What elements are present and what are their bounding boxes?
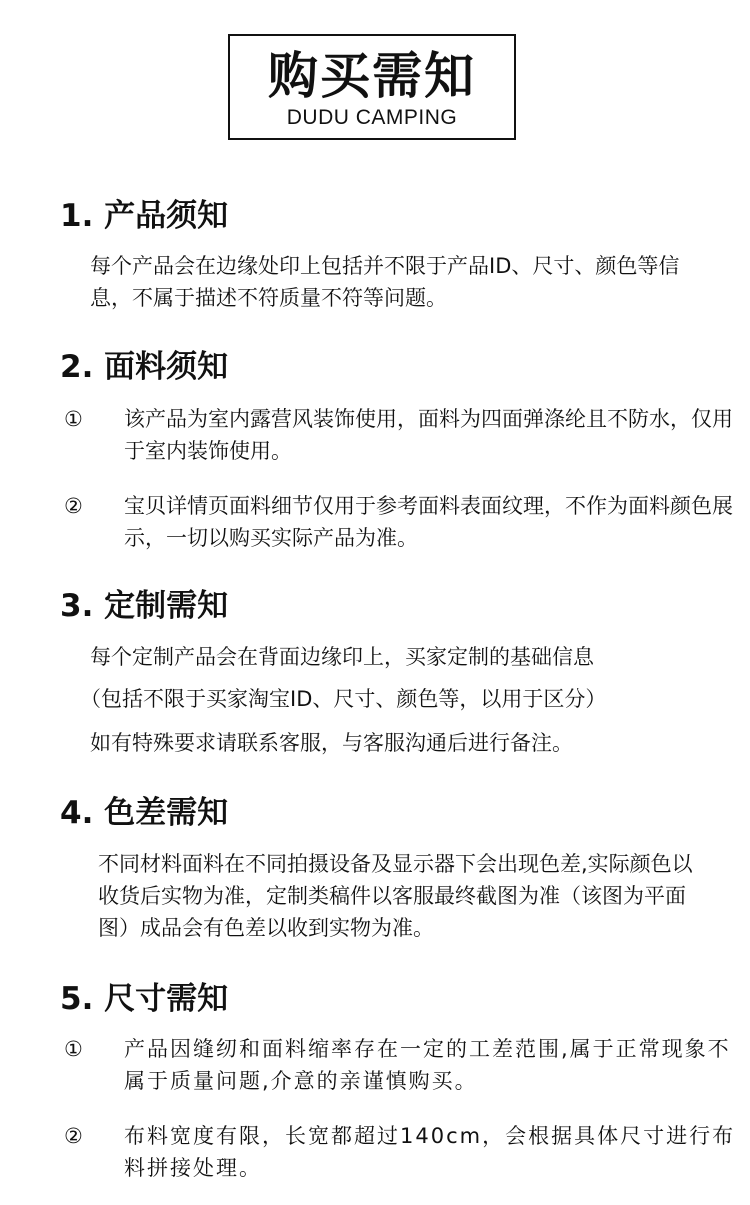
custom-notice-line-3: 如有特殊要求请联系客服，与客服沟通后进行备注。	[90, 731, 573, 755]
section-heading-color: 4. 色差需知	[60, 795, 229, 831]
section-heading-product: 1. 产品须知	[60, 198, 229, 234]
item-marker: ②	[64, 1124, 85, 1148]
size-notice-item-2	[64, 1120, 740, 1184]
title-box	[228, 34, 516, 140]
section-heading-custom: 3. 定制需知	[60, 588, 229, 624]
section-heading-fabric: 2. 面料须知	[60, 349, 229, 385]
brand-subtitle: DUDU CAMPING	[286, 106, 458, 129]
item-marker: ②	[64, 494, 83, 518]
fabric-notice-item-1	[64, 403, 734, 467]
size-notice-item-1-text: 产品因缝纫和面料缩率存在一定的工差范围,属于正常现象不属于质量问题,介意的亲谨慎购买。	[124, 1037, 731, 1093]
custom-notice-line-1: 每个定制产品会在背面边缘印上，买家定制的基础信息	[90, 645, 594, 669]
product-notice-text: 每个产品会在边缘处印上包括并不限于产品ID、尺寸、颜色等信息，不属于描述不符质量不符等问题。	[90, 254, 680, 310]
item-marker: ①	[64, 1037, 85, 1061]
item-marker: ①	[64, 407, 83, 431]
page-title: 购买需知	[268, 47, 476, 105]
size-notice-item-1	[64, 1033, 740, 1097]
fabric-notice-item-2	[64, 490, 734, 554]
section-heading-size: 5. 尺寸需知	[60, 981, 229, 1017]
fabric-notice-item-2-text: 宝贝详情页面料细节仅用于参考面料表面纹理，不作为面料颜色展示，一切以购买实际产品为准。	[124, 494, 733, 550]
custom-notice-line-2: （包括不限于买家淘宝ID、尺寸、颜色等，以用于区分）	[80, 687, 607, 711]
fabric-notice-item-1-text: 该产品为室内露营风装饰使用，面料为四面弹涤纶且不防水，仅用于室内装饰使用。	[124, 407, 733, 463]
size-notice-item-2-text: 布料宽度有限，长宽都超过140cm，会根据具体尺寸进行布料拼接处理。	[124, 1124, 736, 1180]
color-notice-text: 不同材料面料在不同拍摄设备及显示器下会出现色差,实际颜色以收货后实物为准，定制类稿件以客服最终截图为准（该图为平面图）成品会有色差以收到实物为准。	[98, 852, 693, 940]
